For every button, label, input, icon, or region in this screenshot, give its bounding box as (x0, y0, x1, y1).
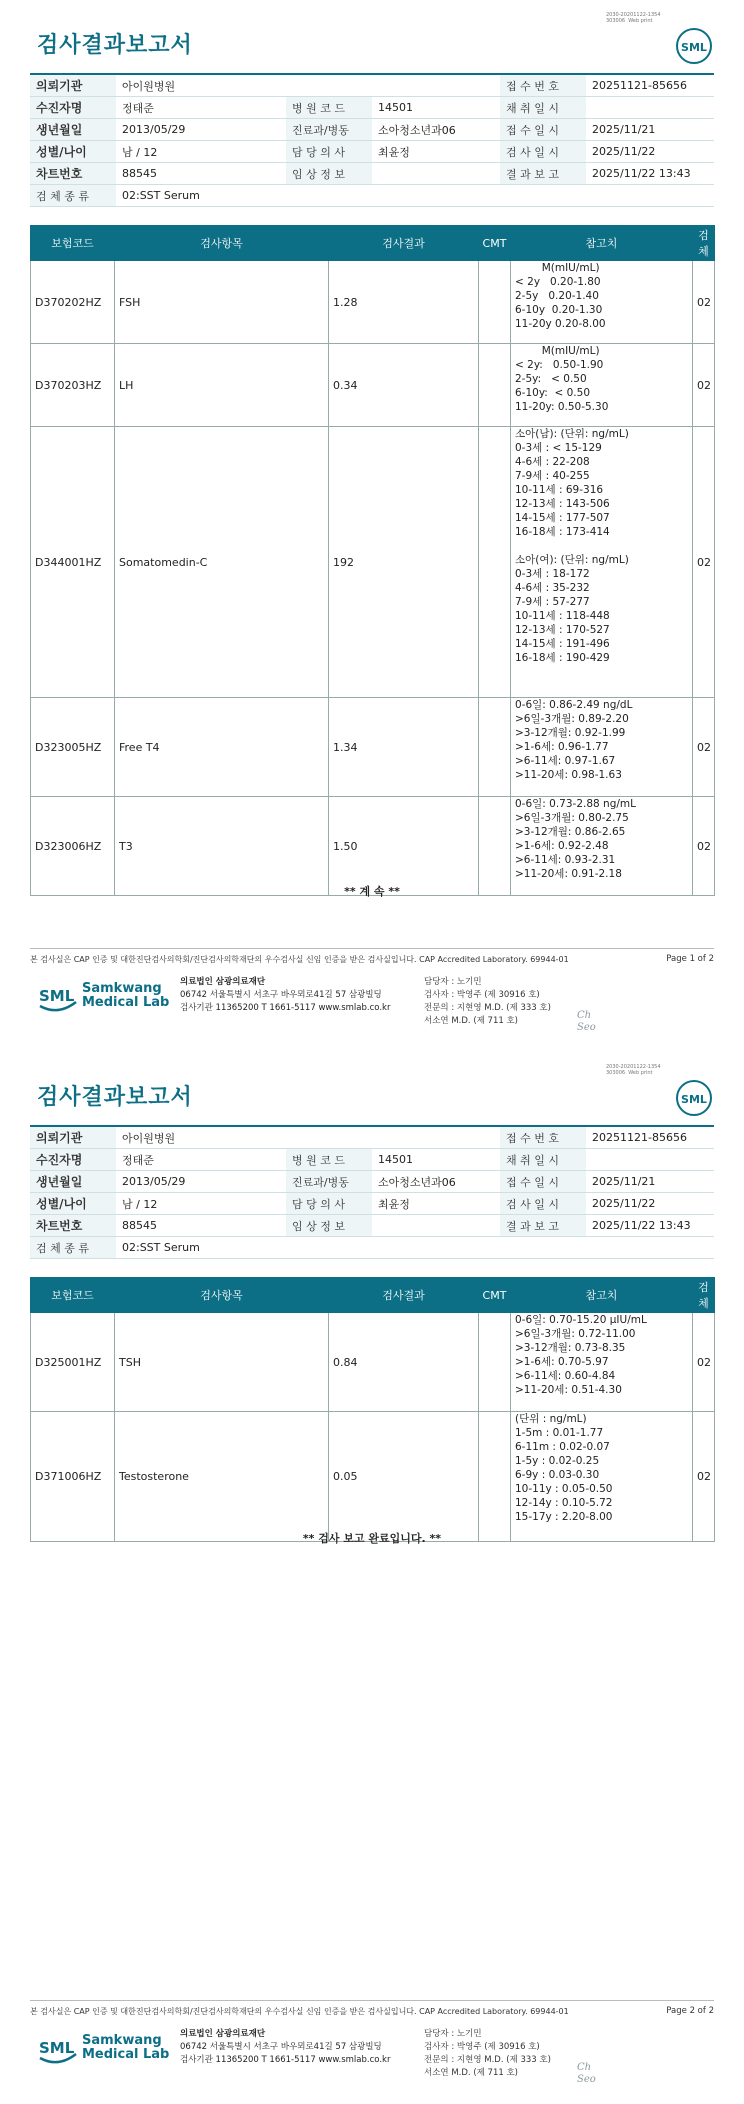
results-header (31, 1278, 715, 1313)
table-row (31, 698, 715, 797)
results-header (31, 226, 715, 261)
staff-line: 서소연 M.D. (제 711 호) (424, 2068, 519, 2078)
info-value: 아이원병원 (116, 74, 286, 97)
foundation-contact: 검사기관 11365200 T 1661-5117 www.smlab.co.kr (180, 1003, 391, 1013)
reference-range: 0-6일: 0.73-2.88 ng/mL >6일-3개월: 0.80-2.75 >3-12개월: 0.86-2.65 >1-6세: 0.92-2.48 >6-11세: 0.93-2.31 >11-20세: 0.91-2.18 (511, 797, 693, 896)
foundation-info (180, 976, 390, 1015)
cmt-cell (479, 427, 511, 698)
info-label (286, 74, 372, 97)
page-number: Page 1 of 2 (666, 954, 714, 964)
report-title: 검사결과보고서 (37, 1085, 193, 1110)
info-label: 성별/나이 (30, 141, 116, 163)
info-label: 채 취 일 시 (500, 1149, 586, 1171)
svg-text:SML: SML (39, 2039, 75, 2057)
sml-logo-icon (36, 2036, 80, 2064)
info-row (30, 141, 714, 163)
info-value: 소아청소년과06 (372, 1171, 500, 1193)
info-label: 임 상 정 보 (286, 1215, 372, 1237)
info-row (30, 1237, 714, 1259)
info-label: 결 과 보 고 (500, 163, 586, 185)
page-number: Page 2 of 2 (666, 2006, 714, 2016)
info-value: 남 / 12 (116, 1193, 286, 1215)
report-page-2 (0, 1052, 744, 2104)
cap-disclaimer: 본 검사실은 CAP 인증 및 대한진단검사의학회/진단검사의학재단의 우수검사실 신임 인증을 받은 검사실입니다. CAP Accredited Laboratory. 69944-01 (30, 2007, 569, 2016)
sml-logo-icon: SML (676, 1080, 712, 1116)
info-value: 최윤정 (372, 1193, 500, 1215)
test-item: Free T4 (115, 698, 329, 797)
sml-logo-icon: SML (676, 28, 712, 64)
info-label: 생년월일 (30, 1171, 116, 1193)
info-row (30, 1126, 714, 1149)
info-value: 2025/11/22 13:43 (586, 163, 714, 185)
foundation-address: 06742 서울특별시 서초구 바우뫼로41길 57 삼광빌딩 (180, 2042, 382, 2052)
insurance-code: D325001HZ (31, 1313, 115, 1412)
info-value: 2013/05/29 (116, 1171, 286, 1193)
insurance-code: D370203HZ (31, 344, 115, 427)
foundation-address: 06742 서울특별시 서초구 바우뫼로41길 57 삼광빌딩 (180, 990, 382, 1000)
col-header: 참고치 (511, 1278, 693, 1313)
table-row (31, 1412, 715, 1542)
info-value: 정태준 (116, 97, 286, 119)
test-item: Somatomedin-C (115, 427, 329, 698)
staff-info (424, 2028, 551, 2080)
info-row (30, 1171, 714, 1193)
insurance-code: D323006HZ (31, 797, 115, 896)
info-row (30, 97, 714, 119)
test-result: 1.34 (329, 698, 479, 797)
info-row (30, 1215, 714, 1237)
info-label: 의뢰기관 (30, 1126, 116, 1149)
brand-line-1: Samkwang (82, 981, 162, 996)
print-meta: 2030-20201122-1354 303006 Web print (606, 12, 661, 24)
info-label (286, 1126, 372, 1149)
insurance-code: D371006HZ (31, 1412, 115, 1542)
foundation-name: 의료법인 삼광의료재단 (180, 977, 266, 987)
info-label: 검 사 일 시 (500, 141, 586, 163)
brand-name (82, 2034, 169, 2062)
col-header: CMT (479, 226, 511, 261)
signature-image: Ch Seo (577, 1010, 596, 1033)
test-item: Testosterone (115, 1412, 329, 1542)
info-label: 접 수 일 시 (500, 1171, 586, 1193)
col-header: 검사항목 (115, 1278, 329, 1313)
info-label: 병 원 코 드 (286, 97, 372, 119)
info-row (30, 119, 714, 141)
staff-info (424, 976, 551, 1028)
footer-divider (30, 948, 714, 949)
cap-disclaimer: 본 검사실은 CAP 인증 및 대한진단검사의학회/진단검사의학재단의 우수검사실 신임 인증을 받은 검사실입니다. CAP Accredited Laboratory. 69944-01 (30, 955, 569, 964)
info-value: 88545 (116, 163, 286, 185)
cmt-cell (479, 261, 511, 344)
info-value: 14501 (372, 1149, 500, 1171)
info-value: 88545 (116, 1215, 286, 1237)
insurance-code: D344001HZ (31, 427, 115, 698)
staff-line: 서소연 M.D. (제 711 호) (424, 1016, 519, 1026)
info-value: 정태준 (116, 1149, 286, 1171)
info-value (586, 97, 714, 119)
staff-line: 전문의 : 지현영 M.D. (제 333 호) (424, 1003, 551, 1013)
info-label: 담 당 의 사 (286, 1193, 372, 1215)
info-label: 접 수 번 호 (500, 1126, 586, 1149)
col-header: CMT (479, 1278, 511, 1313)
signature-image: Ch Seo (577, 2062, 596, 2085)
info-label: 의뢰기관 (30, 74, 116, 97)
info-value: 02:SST Serum (116, 185, 714, 207)
report-title: 검사결과보고서 (37, 33, 193, 58)
col-header: 보험코드 (31, 1278, 115, 1313)
foundation-name: 의료법인 삼광의료재단 (180, 2029, 266, 2039)
brand-line-2: Medical Lab (82, 995, 170, 1010)
table-row (31, 1313, 715, 1412)
info-label: 수진자명 (30, 1149, 116, 1171)
info-label: 검 사 일 시 (500, 1193, 586, 1215)
info-label: 진료과/병동 (286, 119, 372, 141)
info-label: 병 원 코 드 (286, 1149, 372, 1171)
footer-divider (30, 2000, 714, 2001)
info-value (586, 1149, 714, 1171)
cmt-cell (479, 698, 511, 797)
table-row (31, 344, 715, 427)
col-header: 검체 (693, 226, 715, 261)
info-value (372, 74, 500, 97)
staff-line: 담당자 : 노기민 (424, 977, 482, 987)
cmt-cell (479, 797, 511, 896)
reference-range: (단위 : ng/mL) 1-5m : 0.01-1.77 6-11m : 0.02-0.07 1-5y : 0.02-0.25 6-9y : 0.03-0.30 10-11y : 0.05-0.50 12-14y : 0.10-5.72 15-17y : 2.20-8.00 (511, 1412, 693, 1542)
cmt-cell (479, 1412, 511, 1542)
info-value: 02:SST Serum (116, 1237, 714, 1259)
info-row (30, 185, 714, 207)
info-label: 차트번호 (30, 1215, 116, 1237)
test-result: 0.05 (329, 1412, 479, 1542)
test-result: 1.50 (329, 797, 479, 896)
results-table (30, 1277, 715, 1542)
info-label: 수진자명 (30, 97, 116, 119)
info-value: 2025/11/21 (586, 1171, 714, 1193)
info-label: 결 과 보 고 (500, 1215, 586, 1237)
info-label: 생년월일 (30, 119, 116, 141)
info-value: 2025/11/22 (586, 1193, 714, 1215)
brand-line-2: Medical Lab (82, 2047, 170, 2062)
print-meta: 2030-20201122-1354 303006 Web print (606, 1064, 661, 1076)
reference-range: 소아(남): (단위: ng/mL) 0-3세 : < 15-129 4-6세 : 22-208 7-9세 : 40-255 10-11세 : 69-316 12-13세 : 143-506 14-15세 : 177-507 16-18세 : 173-414 소아(여): (단위: ng/mL) 0-3세 : 18-172 4-6세 : 35-232 7-9세 : 57-277 10-11세 : 118-448 12-13세 : 170-527 14-15세 : 191-496 16-18세 : 190-429 (511, 427, 693, 698)
test-item: TSH (115, 1313, 329, 1412)
test-result: 1.28 (329, 261, 479, 344)
continue-note: ** 계 속 ** (344, 885, 400, 898)
col-header: 검사항목 (115, 226, 329, 261)
specimen: 02 (693, 1313, 715, 1412)
info-value: 최윤정 (372, 141, 500, 163)
test-result: 0.84 (329, 1313, 479, 1412)
col-header: 검사결과 (329, 1278, 479, 1313)
info-label: 접 수 일 시 (500, 119, 586, 141)
test-result: 192 (329, 427, 479, 698)
info-row (30, 1149, 714, 1171)
info-value (372, 163, 500, 185)
staff-line: 담당자 : 노기민 (424, 2029, 482, 2039)
reference-range: M(mIU/mL) < 2y: 0.50-1.90 2-5y: < 0.50 6-10y: < 0.50 11-20y: 0.50-5.30 (511, 344, 693, 427)
info-value: 아이원병원 (116, 1126, 286, 1149)
info-value: 2025/11/21 (586, 119, 714, 141)
info-label: 채 취 일 시 (500, 97, 586, 119)
info-row (30, 74, 714, 97)
specimen: 02 (693, 344, 715, 427)
info-value: 20251121-85656 (586, 1126, 714, 1149)
foundation-info (180, 2028, 390, 2067)
info-label: 검 체 종 류 (30, 1237, 116, 1259)
brand-line-1: Samkwang (82, 2033, 162, 2048)
insurance-code: D323005HZ (31, 698, 115, 797)
reference-range: M(mIU/mL) < 2y 0.20-1.80 2-5y 0.20-1.40 6-10y 0.20-1.30 11-20y 0.20-8.00 (511, 261, 693, 344)
table-row (31, 427, 715, 698)
info-label: 차트번호 (30, 163, 116, 185)
test-item: FSH (115, 261, 329, 344)
info-row (30, 163, 714, 185)
info-value: 2013/05/29 (116, 119, 286, 141)
reference-range: 0-6일: 0.86-2.49 ng/dL >6일-3개월: 0.89-2.20 >3-12개월: 0.92-1.99 >1-6세: 0.96-1.77 >6-11세: 0.97-1.67 >11-20세: 0.98-1.63 (511, 698, 693, 797)
table-row (31, 261, 715, 344)
svg-text:SML: SML (39, 987, 75, 1005)
info-label: 담 당 의 사 (286, 141, 372, 163)
col-header: 보험코드 (31, 226, 115, 261)
info-label: 임 상 정 보 (286, 163, 372, 185)
staff-line: 전문의 : 지현영 M.D. (제 333 호) (424, 2055, 551, 2065)
staff-line: 검사자 : 박영주 (제 30916 호) (424, 990, 540, 1000)
foundation-contact: 검사기관 11365200 T 1661-5117 www.smlab.co.kr (180, 2055, 391, 2065)
insurance-code: D370202HZ (31, 261, 115, 344)
specimen: 02 (693, 698, 715, 797)
test-result: 0.34 (329, 344, 479, 427)
specimen: 02 (693, 797, 715, 896)
info-value: 남 / 12 (116, 141, 286, 163)
results-table (30, 225, 715, 896)
info-label: 성별/나이 (30, 1193, 116, 1215)
sml-logo-icon (36, 984, 80, 1012)
col-header: 검체 (693, 1278, 715, 1313)
staff-line: 검사자 : 박영주 (제 30916 호) (424, 2042, 540, 2052)
info-value: 2025/11/22 13:43 (586, 1215, 714, 1237)
info-row (30, 1193, 714, 1215)
info-label: 진료과/병동 (286, 1171, 372, 1193)
cmt-cell (479, 1313, 511, 1412)
info-value: 20251121-85656 (586, 74, 714, 97)
end-note: ** 검사 보고 완료입니다. ** (302, 1532, 442, 1545)
info-label: 검 체 종 류 (30, 185, 116, 207)
brand-name (82, 982, 169, 1010)
info-value: 소아청소년과06 (372, 119, 500, 141)
col-header: 검사결과 (329, 226, 479, 261)
col-header: 참고치 (511, 226, 693, 261)
cmt-cell (479, 344, 511, 427)
test-item: LH (115, 344, 329, 427)
info-value (372, 1215, 500, 1237)
table-row (31, 797, 715, 896)
test-item: T3 (115, 797, 329, 896)
info-label: 접 수 번 호 (500, 74, 586, 97)
info-value: 14501 (372, 97, 500, 119)
specimen: 02 (693, 261, 715, 344)
patient-info-table (30, 73, 714, 207)
reference-range: 0-6일: 0.70-15.20 µIU/mL >6일-3개월: 0.72-11.00 >3-12개월: 0.73-8.35 >1-6세: 0.70-5.97 >6-11세: 0.60-4.84 >11-20세: 0.51-4.30 (511, 1313, 693, 1412)
info-value: 2025/11/22 (586, 141, 714, 163)
specimen: 02 (693, 1412, 715, 1542)
patient-info-table (30, 1125, 714, 1259)
info-value (372, 1126, 500, 1149)
specimen: 02 (693, 427, 715, 698)
